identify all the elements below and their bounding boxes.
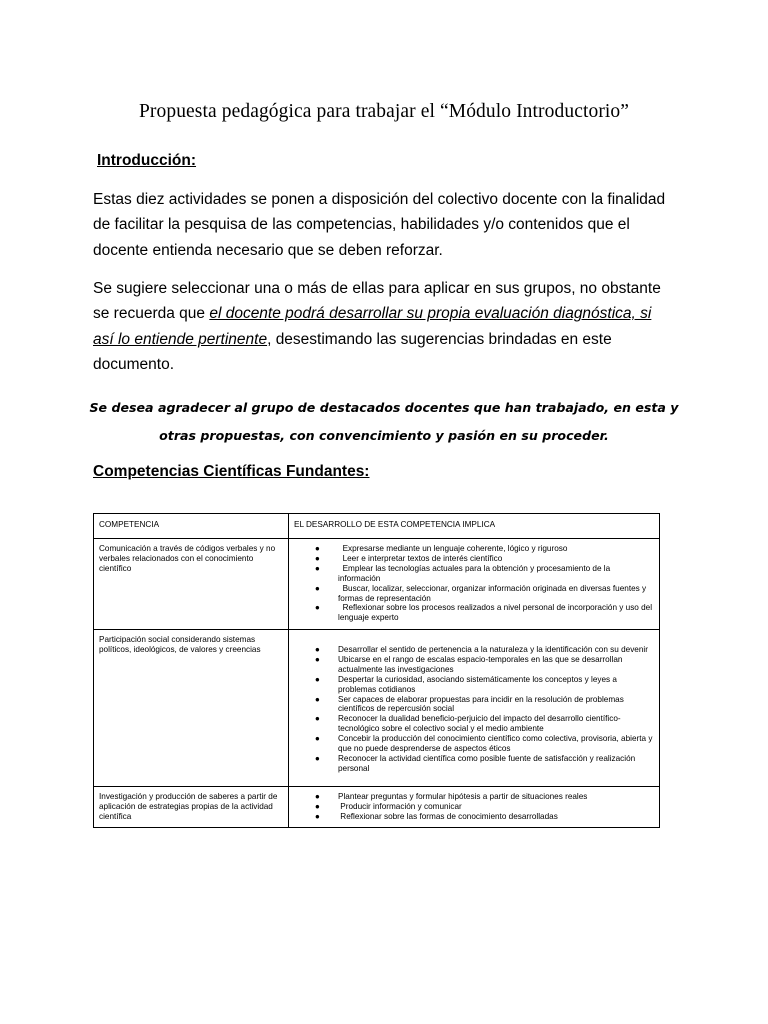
bullet-icon: ● [315, 645, 320, 654]
competencia-cell: Investigación y producción de saberes a partir de aplicación de estrategias propias de la actividad científica [94, 787, 289, 828]
bullet-icon: ● [315, 792, 320, 801]
implica-list [294, 792, 654, 822]
list-item: ● Emplear las tecnologías actuales para la obtención y procesamiento de la información [315, 563, 613, 583]
list-item: ● Plantear preguntas y formular hipótesis a partir de situaciones reales [315, 792, 588, 801]
acknowledgement: Se desea agradecer al grupo de destacados docentes que han trabajado, en esta y otras propuestas, con convencimiento y pasión en su proceder. [89, 400, 679, 443]
competencias-heading: Competencias Científicas Fundantes: [93, 463, 370, 480]
paragraph-2-end: , desestimando las sugerencias brindadas en este documento. [93, 330, 612, 373]
list-item: ● Reflexionar sobre las formas de conocimiento desarrolladas [315, 811, 558, 821]
bullet-icon: ● [315, 753, 320, 763]
bullet-icon: ● [315, 674, 320, 684]
list-item: ● Reconocer la actividad científica como posible fuente de satisfacción y realización personal [315, 753, 638, 773]
list-item: ● Buscar, localizar, seleccionar, organizar información originada en diversas fuentes y formas de representación [315, 583, 649, 603]
bullet-icon: ● [315, 734, 320, 744]
implica-cell [289, 630, 660, 787]
list-item: ● Ser capaces de elaborar propuestas para incidir en la resolución de problemas científicos de repercusión social [315, 694, 627, 714]
list-item: ● Reflexionar sobre los procesos realizados a nivel personal de incorporación y uso del lenguaje experto [315, 603, 655, 623]
implica-list [294, 645, 654, 774]
intro-heading: Introducción: [97, 152, 197, 169]
list-item: ● Concebir la producción del conocimiento científico como colectiva, provisoria, abierta y que no puede desprenderse de aspectos éticos [315, 734, 655, 754]
table-header-row [94, 514, 660, 539]
table-row [94, 787, 660, 828]
paragraph-2-emphasis: el docente podrá desarrollar su propia evaluación diagnóstica, si así lo entiende pertinente [93, 305, 652, 348]
competencia-cell: Comunicación a través de códigos verbales y no verbales relacionados con el conocimiento científico [94, 539, 289, 630]
list-item: ● Producir información y comunicar [315, 801, 462, 811]
list-item: ● Reconocer la dualidad beneficio-perjuicio del impacto del desarrollo científico-tecnológico sobre el colectivo social y el medio ambiente [315, 714, 621, 734]
intro-paragraph-2 [93, 276, 673, 377]
header-desarrollo: EL DESARROLLO DE ESTA COMPETENCIA IMPLICA [289, 514, 660, 539]
bullet-icon: ● [315, 694, 320, 704]
intro-paragraph-1: Estas diez actividades se ponen a disposición del colectivo docente con la finalidad de facilitar la pesquisa de las competencias, habilidades y/o contenidos que el docente entienda necesario que se deben reforzar. [93, 191, 666, 259]
bullet-icon: ● [315, 583, 320, 593]
bullet-icon: ● [315, 714, 320, 724]
bullet-icon: ● [315, 801, 320, 811]
header-competencia: COMPETENCIA [94, 514, 289, 539]
document-title: Propuesta pedagógica para trabajar el “Módulo Introductorio” [138, 101, 630, 122]
list-item: ● Desarrollar el sentido de pertenencia a la naturaleza y la identificación con su devenir [315, 645, 648, 654]
list-item: ● Despertar la curiosidad, asociando sistemáticamente los conceptos y leyes a problemas cotidianos [315, 674, 620, 694]
competencias-table [93, 513, 660, 828]
competencia-cell: Participación social considerando sistemas políticos, ideológicos, de valores y creencias [94, 630, 289, 787]
list-item: ● Ubicarse en el rango de escalas espacio-temporales en las que se desarrollan actualmente las investigaciones [315, 654, 625, 674]
bullet-icon: ● [315, 544, 320, 553]
bullet-icon: ● [315, 654, 320, 664]
implica-cell [289, 787, 660, 828]
list-item: ● Leer e interpretar textos de interés científico [315, 553, 503, 563]
table-row [94, 630, 660, 787]
table-row [94, 539, 660, 630]
list-item: ● Expresarse mediante un lenguaje coherente, lógico y riguroso [315, 544, 568, 553]
implica-cell [289, 539, 660, 630]
implica-list [294, 544, 654, 623]
bullet-icon: ● [315, 603, 320, 613]
bullet-icon: ● [315, 553, 320, 563]
bullet-icon: ● [315, 563, 320, 573]
bullet-icon: ● [315, 811, 320, 821]
paragraph-2-start: Se sugiere seleccionar una o más de ellas para aplicar en sus grupos, no obstante se recuerda que [93, 280, 661, 323]
